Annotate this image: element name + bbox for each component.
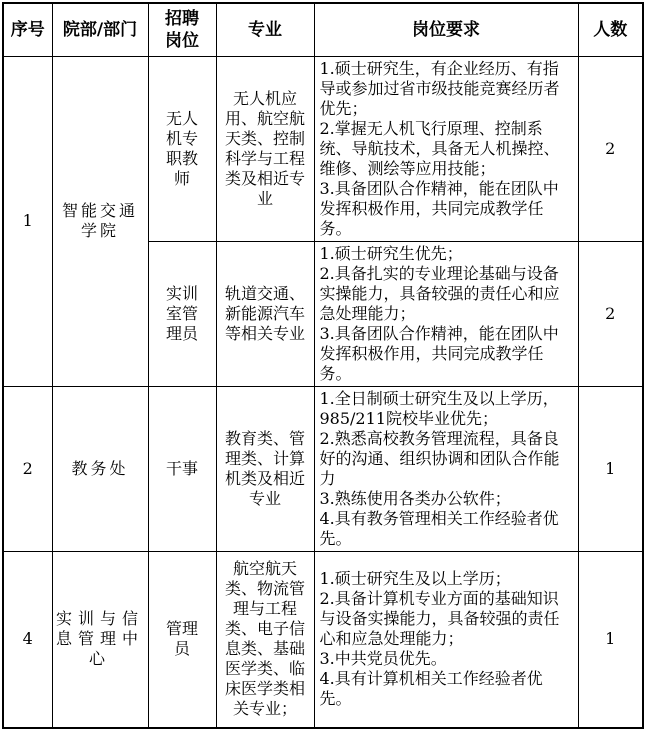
requirements-cell [314, 551, 578, 728]
requirement-item: 3.具备团队合作精神，能在团队中发挥积极作用，共同完成教学任务。 [319, 323, 559, 383]
major-cell: 航空航天类、物流管理与工程类、电子信息类、基础医学类、临床医学类相关专业； [216, 551, 314, 728]
requirements-cell [314, 241, 578, 386]
department-cell: 智能交通学院 [52, 56, 148, 386]
count-cell: 2 [578, 56, 643, 241]
header-count: 人数 [578, 3, 643, 56]
header-seq: 序号 [3, 3, 52, 56]
seq-cell: 4 [3, 551, 52, 728]
header-row [3, 3, 643, 56]
seq-cell: 2 [3, 386, 52, 551]
requirement-item: 2.掌握无人机飞行原理、控制系统、导航技术，具备无人机操控、维修、测绘等应用技能； [319, 118, 560, 178]
count-cell: 1 [578, 386, 643, 551]
major-cell: 轨道交通、新能源汽车等相关专业 [216, 241, 314, 386]
department-cell: 实训与信息管理中心 [52, 551, 148, 728]
seq-cell: 1 [3, 56, 52, 386]
requirement-item: 2.具备计算机专业方面的基础知识与设备实操能力，具备较强的责任心和应急处理能力； [319, 589, 560, 649]
header-requirements: 岗位要求 [314, 3, 578, 56]
requirement-item: 1.硕士研究生优先； [319, 243, 463, 263]
requirement-item: 1.全日制硕士研究生及以上学历，985/211院校毕业优先； [319, 388, 559, 428]
header-major: 专业 [216, 3, 314, 56]
requirement-item: 4.具有计算机相关工作经验者优先。 [319, 669, 543, 709]
requirement-item: 2.具备扎实的专业理论基础与设备实操能力，具备较强的责任心和应急处理能力； [319, 263, 560, 323]
table-row [3, 56, 643, 241]
header-department: 院部/部门 [52, 3, 148, 56]
table-row [3, 386, 643, 551]
recruitment-table [2, 2, 644, 729]
header-position: 招聘岗位 [148, 3, 216, 56]
requirement-item: 3.具备团队合作精神，能在团队中发挥积极作用，共同完成教学任务。 [319, 178, 559, 238]
requirement-item: 1.硕士研究生及以上学历； [319, 569, 511, 589]
position-cell: 实训室管理员 [148, 241, 216, 386]
department-cell: 教务处 [52, 386, 148, 551]
requirement-item: 1.硕士研究生，有企业经历、有指导或参加过省市级技能竞赛经历者优先； [319, 58, 560, 118]
major-cell: 教育类、管理类、计算机类及相近专业 [216, 386, 314, 551]
position-cell: 无人机专职教师 [148, 56, 216, 241]
requirements-cell [314, 386, 578, 551]
requirement-item: 3.中共党员优先。 [319, 649, 447, 669]
position-cell: 干事 [148, 386, 216, 551]
requirement-item: 2.熟悉高校教务管理流程，具备良好的沟通、组织协调和团队合作能力 [319, 428, 560, 488]
major-cell: 无人机应用、航空航天类、控制科学与工程类及相近专业 [216, 56, 314, 241]
table-row [3, 551, 643, 728]
requirement-item: 4.具有教务管理相关工作经验者优先。 [319, 508, 559, 548]
count-cell: 2 [578, 241, 643, 386]
count-cell: 1 [578, 551, 643, 728]
position-cell: 管理员 [148, 551, 216, 728]
requirements-cell [314, 56, 578, 241]
requirement-item: 3.熟练使用各类办公软件； [319, 488, 511, 508]
